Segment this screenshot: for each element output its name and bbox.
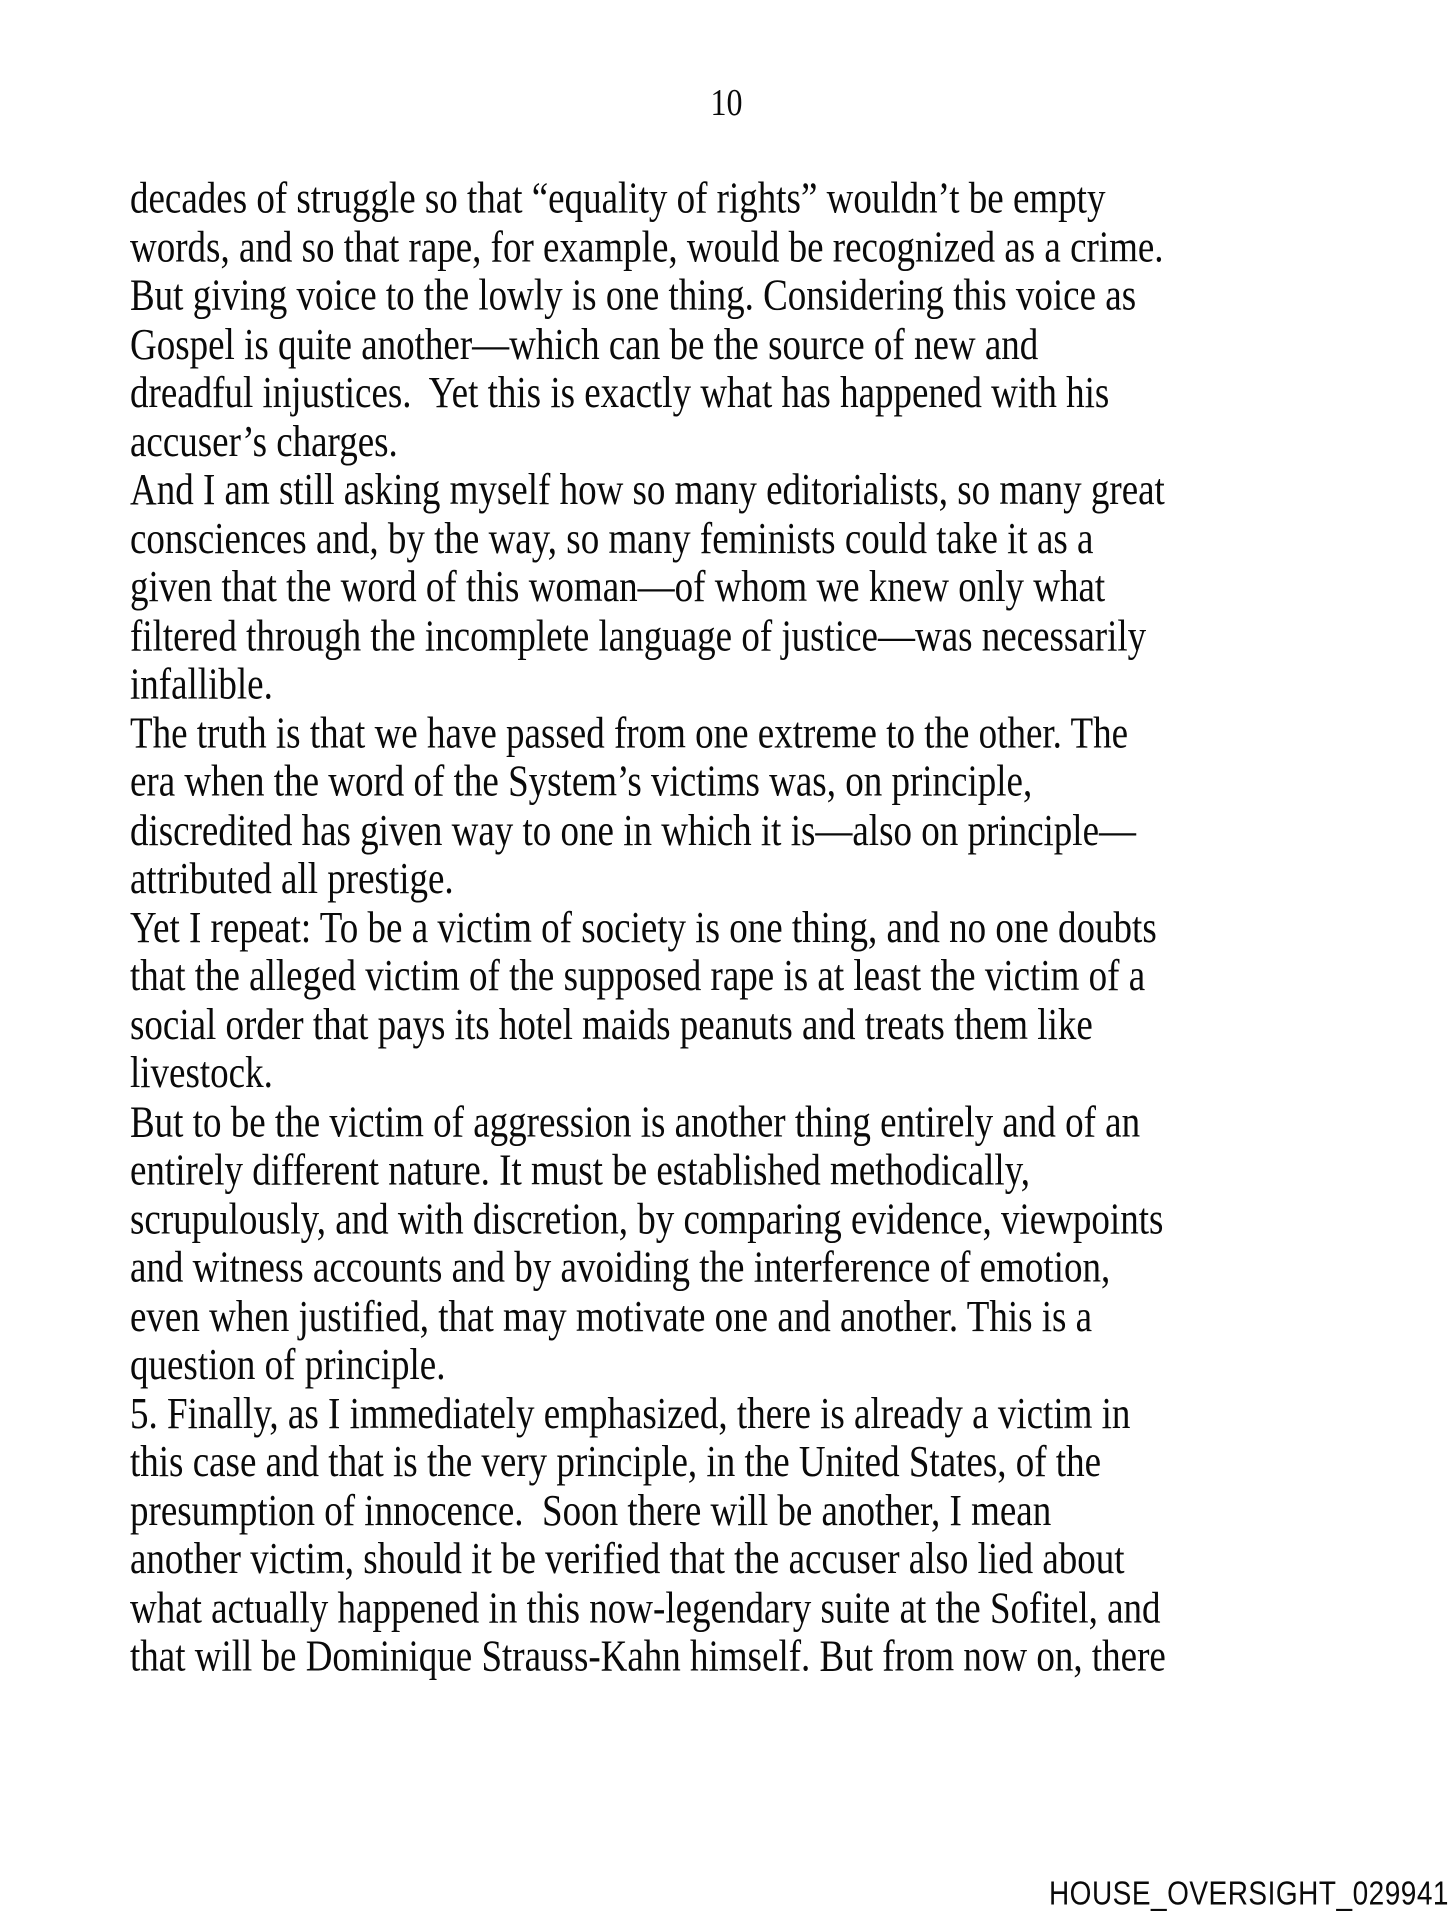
text-line: and witness accounts and by avoiding the interference of emotion, [130,1243,1111,1293]
text-line: attributed all prestige. [130,854,454,904]
text-line: words, and so that rape, for example, would be recognized as a crime. [130,222,1164,272]
text-line: that will be Dominique Strauss-Kahn himself. But from now on, there [130,1632,1166,1682]
paragraph [130,710,1380,904]
text-line: 5. Finally, as I immediately emphasized, there is already a victim in [130,1389,1131,1439]
text-line: accuser’s charges. [130,417,398,467]
text-line: The truth is that we have passed from one extreme to the other. The [130,708,1129,758]
page-number: 10 [710,80,743,124]
text-line: scrupulously, and with discretion, by comparing evidence, viewpoints [130,1194,1164,1244]
text-line: livestock. [130,1048,273,1098]
paragraph [130,467,1380,710]
text-line: filtered through the incomplete language of justice—was necessarily [130,611,1147,661]
text-line: But giving voice to the lowly is one thing. Considering this voice as [130,271,1137,321]
text-line: dreadful injustices. Yet this is exactly what has happened with his [130,368,1110,418]
text-line: era when the word of the System’s victims was, on principle, [130,757,1033,807]
text-line: entirely different nature. It must be established methodically, [130,1146,1031,1196]
paragraph [130,1099,1380,1391]
text-line: question of principle. [130,1340,446,1390]
text-line: presumption of innocence. Soon there will be another, I mean [130,1486,1052,1536]
paragraph [130,175,1380,467]
text-line: social order that pays its hotel maids peanuts and treats them like [130,1000,1093,1050]
text-line: given that the word of this woman—of whom we knew only what [130,562,1106,612]
paragraph [130,1390,1380,1682]
text-line: discredited has given way to one in which it is—also on principle— [130,805,1136,856]
text-line: even when justified, that may motivate one and another. This is a [130,1291,1093,1341]
paragraph [130,904,1380,1098]
text-line: another victim, should it be verified that the accuser also lied about [130,1534,1125,1585]
text-line: this case and that is the very principle, in the United States, of the [130,1437,1101,1487]
text-line: that the alleged victim of the supposed rape is at least the victim of a [130,951,1146,1001]
text-line: infallible. [130,660,273,710]
document-body [130,175,1380,1682]
text-line: And I am still asking myself how so many editorialists, so many great [130,465,1165,515]
text-line: Gospel is quite another—which can be the source of new and [130,319,1039,369]
text-line: But to be the victim of aggression is another thing entirely and of an [130,1097,1141,1147]
text-line: consciences and, by the way, so many feminists could take it as a [130,514,1094,564]
text-line: Yet I repeat: To be a victim of society is one thing, and no one doubts [130,903,1157,953]
bates-stamp: HOUSE_OVERSIGHT_029941 [1048,1874,1449,1912]
text-line: decades of struggle so that “equality of rights” wouldn’t be empty [130,174,1106,224]
text-line: what actually happened in this now-legendary suite at the Sofitel, and [130,1583,1161,1633]
